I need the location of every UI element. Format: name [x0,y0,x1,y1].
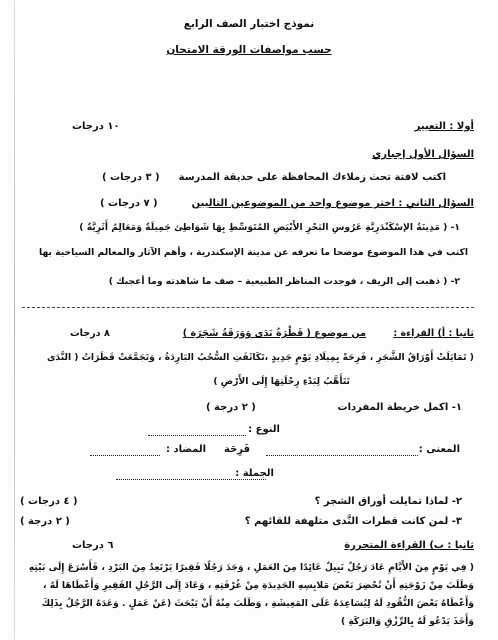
section-expression-heading: أولا : التعبير [414,121,474,132]
exam-title: نموذج اختبار الصف الرابع [183,18,315,30]
q2-reading-question: ٢- لماذا تمايلت أوراق الشجر ؟ [314,496,462,507]
opposite-label: المضاد : [166,444,207,455]
section-free-reading-heading: ثانيا : ب) القراءة المتحررة [344,540,474,551]
story-line1: ( فِي يَوْمٍ مِنَ الأَيَّامِ عَادَ رَجُلٌ نَبِيلٌ عَائِدًا مِنَ العَمَلِ ، وَجَدَ رَجُلًا فَقِيرًا يَرْتَعِدُ مِنَ البَرْدِ ، فَأَسْرَعَ إِلَى بَيْتِهِ [28,562,474,573]
meaning-label: المعنى : [418,444,460,455]
topic1-line2: اكتب في هذا الموضوع موضحا ما تعرفه عن مدينة الإسكندرية ، وأهم الآثار والمعالم السياحية بها [39,247,468,258]
sentence-answer-field[interactable] [116,470,266,480]
sentence-label: الجملة : [235,468,274,479]
type-answer-field[interactable] [148,426,246,436]
section-reading-marks: ٨ درجات [70,328,110,339]
opposite-answer-field[interactable] [90,446,160,456]
q1-marks: ( ٣ درجات ) [102,172,160,183]
story-line2: وَطَلَبَ مِنْ زَوْجَتِهِ أَنْ تُحْضِرَ بَعْضَ مَلابِسِهِ الجَدِيدَةِ مِنْ غُرْفَتِهِ ، وَعَادَ إِلَى الرَّجُلِ الفَقِيرِ وَأَعْطَاهَا لَهُ ، [43,580,474,591]
section-divider [22,307,474,308]
section-reading-topic: من موضوع ( قَطْرَةُ نَدَى وَوَرَقَةُ شَجَرَة ) [182,328,366,339]
vocab-map-question: ١- اكمل خريطة المفردات [337,402,462,413]
q3-reading-marks: ( ٢ درجة ) [20,516,70,527]
section-free-reading-marks: ٦ درجات [72,540,114,551]
topic1-line1: ١- ( مَدِينَةُ الإسْكَنْدَرِيَّةِ عَرُوسِ البَحْرِ الأَبْيَضِ المُتَوَسِّطِ بِهَا شَوَاطِئ جَمِيلَةٌ وَمَعَالِمُ أَثَرِيَّةٌ ) [79,222,460,233]
q2-heading: السؤال الثاني : اختر موضوع واحد من الموضوعين التاليين [191,198,474,209]
q2-reading-marks: ( ٤ درجات ) [20,496,78,507]
story-line4: وَأَخَذَ يَدْعُو لَهُ بِالرِّزْقِ وَالبَرَكَةِ ) [340,616,474,627]
passage-line2: تَتَأَهَّبُ لِبَدْءِ رِحْلَتِهَا إِلَى الأَرْضِ ) [213,376,350,387]
q1-text: اكتب لافتة تحث زملاءك المحافظة على حديقة المدرسة [178,172,446,183]
happy-word: فَرِحَة [224,444,251,455]
story-line3: وَأَعْطَاهُ بَعْضَ النُّقُودِ لَهُ لِيُسَاعِدَهُ عَلَى المَعِيشَةِ ، وَطَلَبَ مِنْهُ أَنْ يَبْحَثَ (عَنْ عَمَلٍ . وَعَدَهُ الرَّجُلُ بِذَلِكَ [41,598,474,609]
q3-reading-question: ٣- لمن كانت قطرات النَّدى متلهفة للقائهم ؟ [244,516,462,527]
passage-line1: ( تَمَايَلَتْ أَوْرَاقُ الشَّجَرِ ، فَرِحَةً بِمِيلَادِ يَوْمٍ جَدِيدٍ ،تَكَاثَفَتِ السُّحُبُ البَارِدَةُ ، وَتَجَمَّعَتْ قَطَرَاتُ ( النَّدَى [47,352,474,363]
exam-subtitle [0,44,498,56]
q1-heading: السؤال الأول إجباري [372,149,474,160]
q2-marks: ( ٧ درجات ) [100,198,158,209]
vocab-map-marks: ( ٢ درجة ) [206,402,256,413]
topic2: ٢- ( ذهبت إلى الريف ، فوجدت المناظر الطبيعية – صف ما شاهدته وما أعجبك ) [108,276,460,287]
section-reading-heading: ثانيا : أ) القراءة : [393,328,474,339]
section-expression-marks: ١٠ درجات [72,121,120,132]
meaning-answer-field[interactable] [266,446,418,456]
type-label: النوع : [248,424,280,435]
exam-subtitle-text: حسب مواصفات الورقة الامتحان [166,44,332,56]
